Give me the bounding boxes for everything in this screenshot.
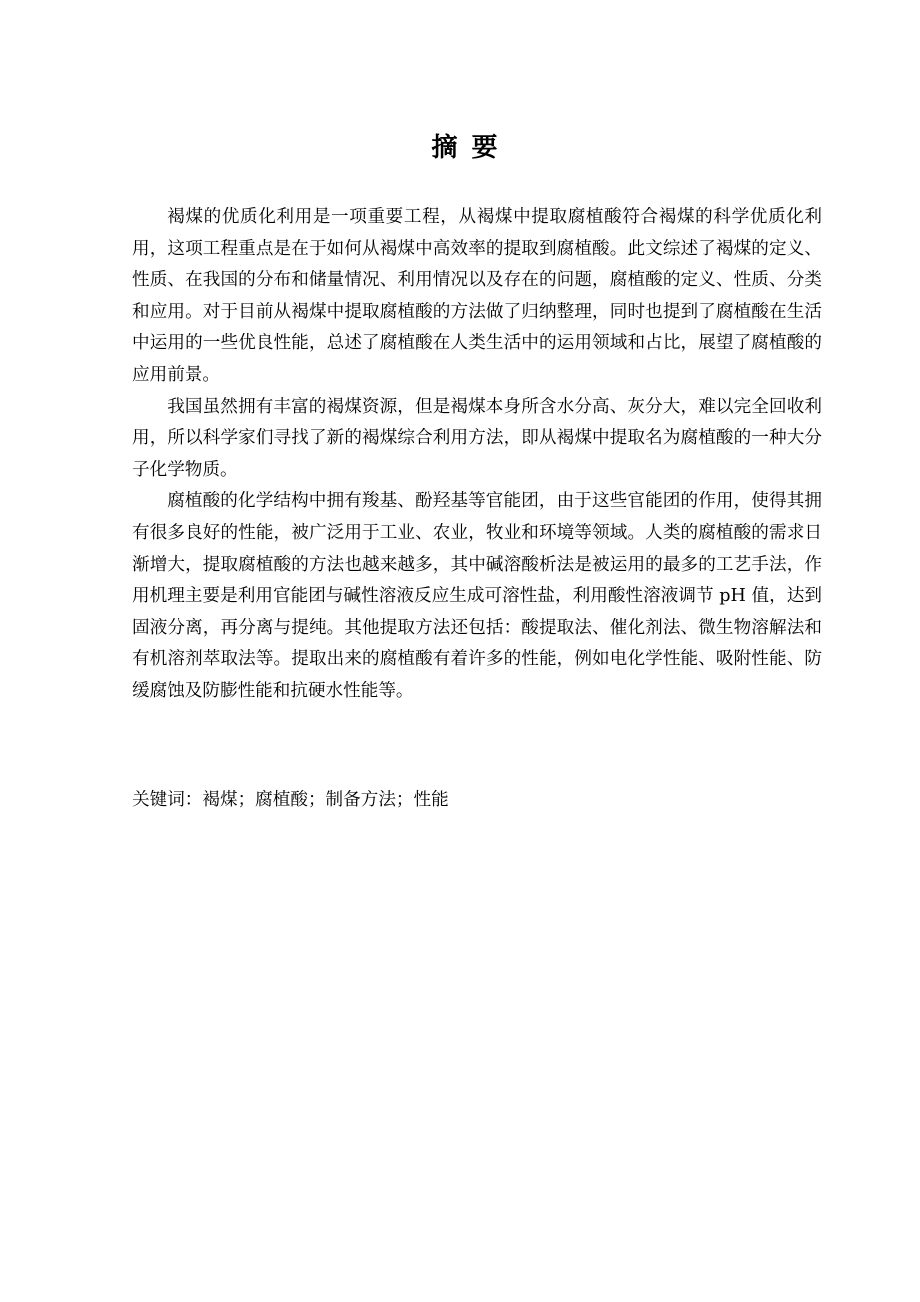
abstract-body — [132, 202, 822, 708]
keywords-line: 关键词：褐煤；腐植酸；制备方法；性能 — [132, 790, 449, 810]
abstract-paragraph-1: 褐煤的优质化利用是一项重要工程，从褐煤中提取腐植酸符合褐煤的科学优质化利用，这项工程重点是在于如何从褐煤中高效率的提取到腐植酸。此文综述了褐煤的定义、性质、在我国的分布和储量情况、利用情况以及存在的问题，腐植酸的定义、性质、分类和应用。对于目前从褐煤中提取腐植酸的方法做了归纳整理，同时也提到了腐植酸在生活中运用的一些优良性能，总述了腐植酸在人类生活中的运用领域和占比，展望了腐植酸的应用前景。 — [132, 207, 822, 385]
abstract-paragraph-2: 我国虽然拥有丰富的褐煤资源，但是褐煤本身所含水分高、灰分大，难以完全回收利用，所以科学家们寻找了新的褐煤综合利用方法，即从褐煤中提取名为腐植酸的一种大分子化学物质。 — [132, 396, 822, 480]
abstract-title: 摘要 — [431, 133, 512, 163]
abstract-paragraph-3: 腐植酸的化学结构中拥有羧基、酚羟基等官能团，由于这些官能团的作用，使得其拥有很多良好的性能，被广泛用于工业、农业，牧业和环境等领域。人类的腐植酸的需求日渐增大，提取腐植酸的方法也越来越多，其中碱溶酸析法是被运用的最多的工艺手法，作用机理主要是利用官能团与碱性溶液反应生成可溶性盐，利用酸性溶液调节 pH 值，达到固液分离，再分离与提纯。其他提取方法还包括：酸提取法、催化剂法、微生物溶解法和有机溶剂萃取法等。提取出来的腐植酸有着许多的性能，例如电化学性能、吸附性能、防缓腐蚀及防膨性能和抗硬水性能等。 — [132, 491, 822, 701]
